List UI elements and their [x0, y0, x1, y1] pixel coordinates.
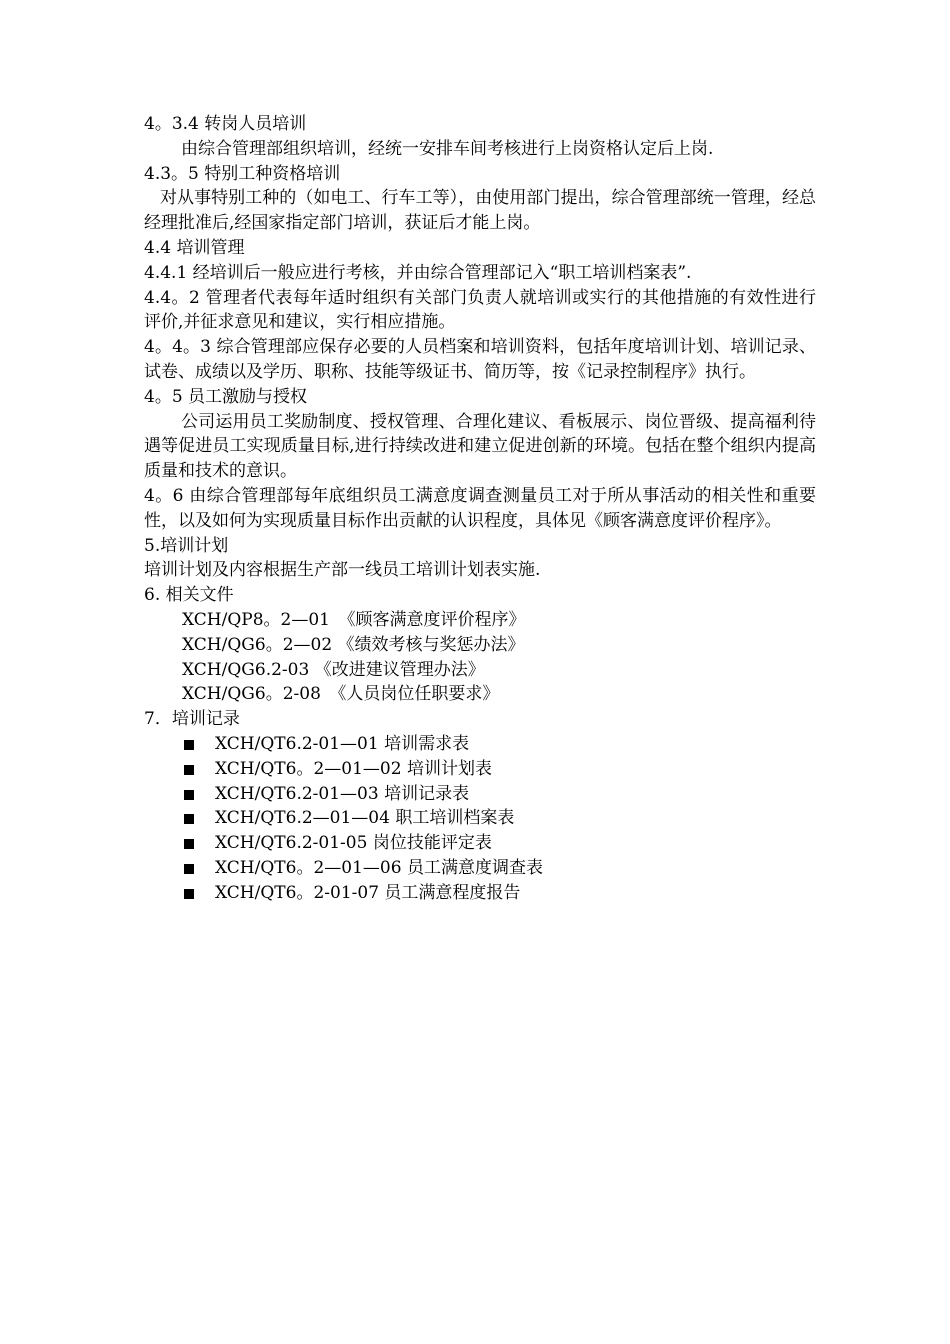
record-item-text: XCH/QT6.2-01—03 培训记录表: [215, 783, 470, 804]
record-item-text: XCH/QT6.2-01-05 岗位技能评定表: [215, 833, 492, 854]
square-bullet-icon: [184, 740, 194, 750]
related-doc-item: XCH/QG6。2—02 《绩效考核与奖惩办法》: [182, 634, 525, 655]
paragraph: 由综合管理部组织培训，经统一安排车间考核进行上岗资格认定后上岗.: [181, 138, 714, 159]
paragraph: 4。3.4 转岗人员培训: [144, 114, 307, 134]
record-item-text: XCH/QT6。2—01—02 培训计划表: [215, 758, 492, 779]
record-item: [144, 881, 816, 906]
records-list: [144, 732, 816, 906]
paragraph: 4.3。5 特别工种资格培训: [144, 163, 341, 184]
paragraph: 4.4 培训管理: [144, 237, 245, 258]
related-doc-item: XCH/QP8。2—01 《顾客满意度评价程序》: [182, 609, 526, 630]
record-item: [144, 856, 816, 881]
record-item: [144, 806, 816, 831]
paragraph: 4。5 员工激励与授权: [144, 386, 308, 407]
record-item-text: XCH/QT6。2-01-07 员工满意程度报告: [215, 882, 521, 903]
related-doc-item: XCH/QG6。2-08 《人员岗位任职要求》: [182, 684, 500, 705]
square-bullet-icon: [184, 814, 194, 824]
paragraph: 对从事特别工种的（如电工、行车工等），由使用部门提出，综合管理部统一管理，经总经理批准后,经国家指定部门培训，获证后才能上岗。: [144, 188, 816, 234]
paragraph: 4。4。3 综合管理部应保存必要的人员档案和培训资料，包括年度培训计划、培训记录、试卷、成绩以及学历、职称、技能等级证书、简历等，按《记录控制程序》执行。: [144, 337, 816, 382]
related-docs-list: [144, 608, 816, 707]
square-bullet-icon: [184, 790, 194, 800]
square-bullet-icon: [184, 765, 194, 775]
related-doc-item: XCH/QG6.2-03 《改进建议管理办法》: [182, 659, 485, 680]
square-bullet-icon: [184, 889, 194, 899]
related-docs-heading: 6. 相关文件: [144, 585, 234, 606]
paragraph: 培训计划及内容根据生产部一线员工培训计划表实施.: [144, 560, 541, 581]
record-item: [144, 831, 816, 856]
paragraph: 公司运用员工奖励制度、授权管理、合理化建议、看板展示、岗位晋级、提高福利待遇等促进员工实现质量目标,进行持续改进和建立促进创新的环境。包括在整个组织内提高质量和技术的意识。: [144, 411, 816, 482]
paragraph: 5.培训计划: [144, 535, 229, 556]
record-item-text: XCH/QT6.2-01—01 培训需求表: [215, 733, 470, 754]
square-bullet-icon: [184, 839, 194, 849]
record-item: [144, 782, 816, 807]
record-item-text: XCH/QT6。2—01—06 员工满意度调查表: [215, 857, 543, 878]
record-item-text: XCH/QT6.2—01—04 职工培训档案表: [215, 808, 515, 829]
document-page: [144, 112, 816, 906]
square-bullet-icon: [184, 864, 194, 874]
paragraph: 4。6 由综合管理部每年底组织员工满意度调查测量员工对于所从事活动的相关性和重要性，以及如何为实现质量目标作出贡献的认识程度，具体见《顾客满意度评价程序》。: [144, 485, 816, 531]
record-item: [144, 732, 816, 757]
body-text: [144, 112, 816, 583]
record-item: [144, 757, 816, 782]
records-heading: 7．培训记录: [144, 709, 240, 730]
paragraph: 4.4。2 管理者代表每年适时组织有关部门负责人就培训或实行的其他措施的有效性进行评价,并征求意见和建议，实行相应措施。: [144, 287, 816, 333]
paragraph: 4.4.1 经培训后一般应进行考核，并由综合管理部记入“职工培训档案表”.: [144, 262, 692, 283]
